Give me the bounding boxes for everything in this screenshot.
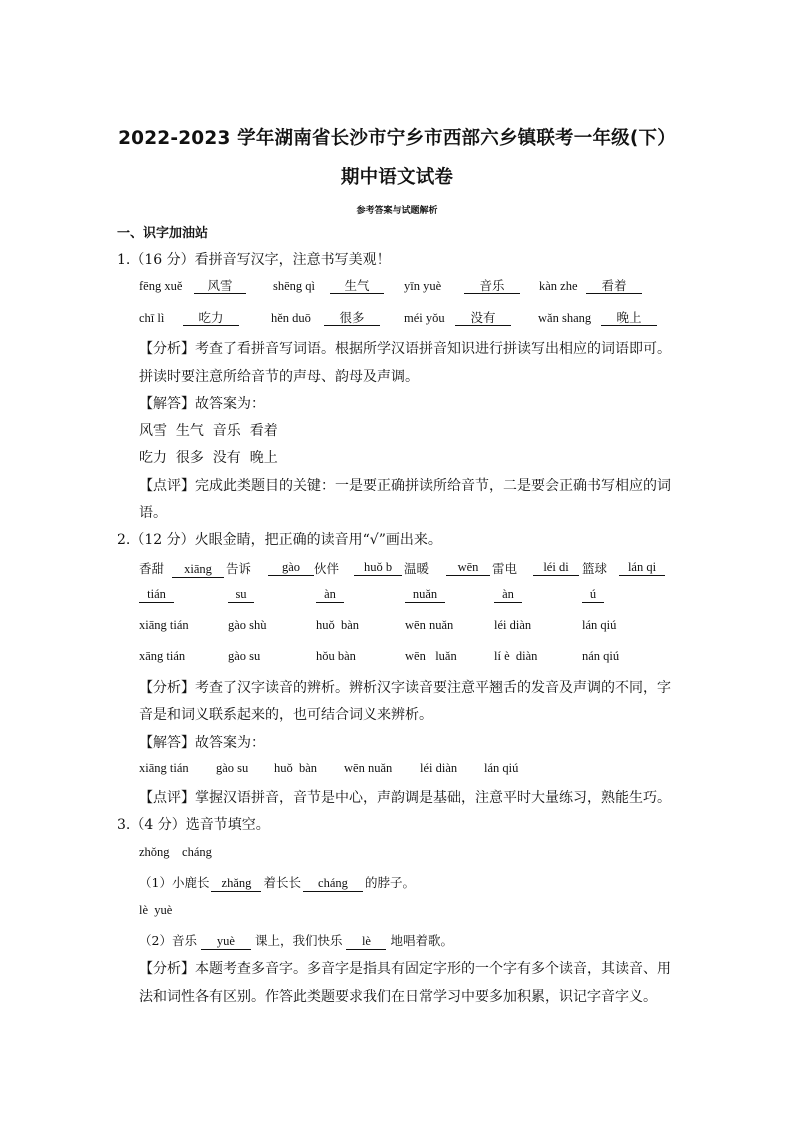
q1-item-pinyin: kàn zhe <box>539 279 578 293</box>
q3-choices-1: zhǒng cháng <box>139 845 212 859</box>
q2-answer-item: xiāng tián <box>139 761 189 775</box>
q2-option[interactable]: huǒ bàn <box>316 618 360 632</box>
q2-stem: 2.（12 分）火眼金睛，把正确的读音用“√”画出来。 <box>117 532 442 548</box>
q3-blank[interactable]: yuè <box>201 934 251 950</box>
q1-item-answer: 晚上 <box>601 310 657 326</box>
section-heading: 一、识字加油站 <box>117 226 209 241</box>
q3-analysis <box>139 958 671 978</box>
q2-analysis <box>139 677 671 697</box>
analysis-tag: 【分析】 <box>139 961 195 977</box>
q2-option[interactable]: gào su <box>228 649 261 663</box>
comment-text: 完成此类题目的关键：一是要正确拼读所给音节，二是要会正确书写相应的词 <box>195 478 671 494</box>
q1-item-pinyin: shēng qì <box>273 279 316 293</box>
q2-analysis-cont: 音是和词义联系起来的，也可结合词义来辨析。 <box>139 707 433 723</box>
analysis-tag: 【分析】 <box>139 680 195 696</box>
answer-lead: 故答案为： <box>195 396 265 412</box>
q1-item-pinyin: wǎn shang <box>538 311 592 325</box>
q2-word-pinyin-part1: huǒ b <box>354 560 402 576</box>
q1-stem: 1.（16 分）看拼音写汉字，注意书写美观！ <box>117 252 391 268</box>
comment-tag: 【点评】 <box>139 478 195 494</box>
analysis-text: 考查了看拼音写词语。根据所学汉语拼音知识进行拼读写出相应的词语即可。 <box>195 341 671 357</box>
q1-comment-cont: 语。 <box>139 505 167 521</box>
q2-word-pinyin-part1: xiāng <box>172 562 224 578</box>
q2-word-pinyin-part2: su <box>228 587 254 603</box>
q1-item-answer: 音乐 <box>464 278 520 294</box>
q1-answer-line-1: 风雪 生气 音乐 看着 <box>139 423 278 439</box>
q3-blank[interactable]: cháng <box>303 876 363 892</box>
q2-option[interactable]: wēn nuǎn <box>405 618 454 632</box>
q2-answer-item: gào su <box>216 761 249 775</box>
q2-word-pinyin-part2: àn <box>316 587 344 603</box>
answer-tag: 【解答】 <box>139 735 195 751</box>
q1-item-answer: 没有 <box>455 310 511 326</box>
q3-analysis-cont: 法和词性各有区别。作答此类题要求我们在日常学习中要多加积累，识记字音字义。 <box>139 989 657 1005</box>
q1-comment <box>139 475 671 495</box>
q2-comment <box>139 787 671 807</box>
q1-item-pinyin: fēng xuě <box>139 279 183 293</box>
analysis-text: 考查了汉字读音的辨析。辨析汉字读音要注意平翘舌的发音及声调的不同，字 <box>195 680 671 696</box>
q1-answer <box>139 393 265 413</box>
q2-word-pinyin-part2: àn <box>494 587 522 603</box>
q1-item-answer: 很多 <box>324 310 380 326</box>
q2-option[interactable]: lí è diàn <box>494 649 538 663</box>
q3-stem: 3.（4 分）选音节填空。 <box>117 817 270 833</box>
q2-word: 篮球 <box>582 561 608 576</box>
q1-analysis-cont: 拼读时要注意所给音节的声母、韵母及声调。 <box>139 369 419 385</box>
page-title-line-1: 2022-2023 学年湖南省长沙市宁乡市西部六乡镇联考一年级(下） <box>118 128 676 149</box>
q2-option[interactable]: wēn luǎn <box>405 649 457 663</box>
q2-word: 温暖 <box>404 561 430 576</box>
q1-item-pinyin: hěn duō <box>271 311 311 325</box>
q1-item-pinyin: chī lì <box>139 311 165 325</box>
q2-word-pinyin-part1: wēn <box>446 560 490 576</box>
q1-item-pinyin: méi yǒu <box>404 311 445 325</box>
answer-lead: 故答案为： <box>195 735 265 751</box>
q1-item-pinyin: yīn yuè <box>404 279 442 293</box>
q3-blank[interactable]: zhǎng <box>211 876 261 892</box>
q2-option[interactable]: léi diàn <box>494 618 532 632</box>
analysis-tag: 【分析】 <box>139 341 195 357</box>
q2-option[interactable]: hǒu bàn <box>316 649 356 663</box>
q2-answer-item: lán qiú <box>484 761 519 775</box>
answer-tag: 【解答】 <box>139 396 195 412</box>
q1-item-answer: 看着 <box>586 278 642 294</box>
q1-answer-line-2: 吃力 很多 没有 晚上 <box>139 450 278 466</box>
q2-answer-item: huǒ bàn <box>274 761 318 775</box>
q3-choices-2: lè yuè <box>139 903 173 917</box>
q2-answer-item: wēn nuǎn <box>344 761 393 775</box>
q3-sentence-2: （2）音乐 yuè 课上，我们快乐 lè 地唱着歌。 <box>139 933 453 948</box>
page-subtitle: 参考答案与试题解析 <box>356 206 438 216</box>
q2-option[interactable]: xāng tián <box>139 649 186 663</box>
q2-answer-item: léi diàn <box>420 761 458 775</box>
q2-word-pinyin-part2: tián <box>139 587 174 603</box>
q2-word: 伙伴 <box>314 561 340 576</box>
analysis-text: 本题考查多音字。多音字是指具有固定字形的一个字有多个读音，其读音、用 <box>195 961 671 977</box>
q2-word-pinyin-part2: ú <box>582 587 604 603</box>
q2-word-pinyin-part1: léi di <box>533 560 579 576</box>
q2-word: 香甜 xiāng <box>139 559 224 578</box>
q2-option[interactable]: nán qiú <box>582 649 620 663</box>
q2-word: 告诉 <box>226 561 252 576</box>
q2-word-pinyin-part1: gào <box>268 560 314 576</box>
comment-tag: 【点评】 <box>139 790 195 806</box>
comment-text: 掌握汉语拼音，音节是中心，声韵调是基础，注意平时大量练习，熟能生巧。 <box>195 790 671 806</box>
q1-item-answer: 风雪 <box>194 278 246 294</box>
page-title-line-2: 期中语文试卷 <box>340 167 454 188</box>
q3-blank[interactable]: lè <box>346 934 386 950</box>
q2-word-pinyin-part1: lán qi <box>619 560 665 576</box>
q3-sentence-1: （1）小鹿长 zhǎng 着长长 cháng 的脖子。 <box>139 875 415 890</box>
q2-option[interactable]: xiāng tián <box>139 618 189 632</box>
q2-word: 雷电 <box>492 561 518 576</box>
q2-option[interactable]: gào shù <box>228 618 267 632</box>
q1-item-answer: 吃力 <box>183 310 239 326</box>
q2-word-pinyin-part2: nuǎn <box>405 587 445 603</box>
q2-option[interactable]: lán qiú <box>582 618 617 632</box>
q1-analysis <box>139 338 671 358</box>
q1-item-answer: 生气 <box>330 278 384 294</box>
q2-answer <box>139 732 265 752</box>
